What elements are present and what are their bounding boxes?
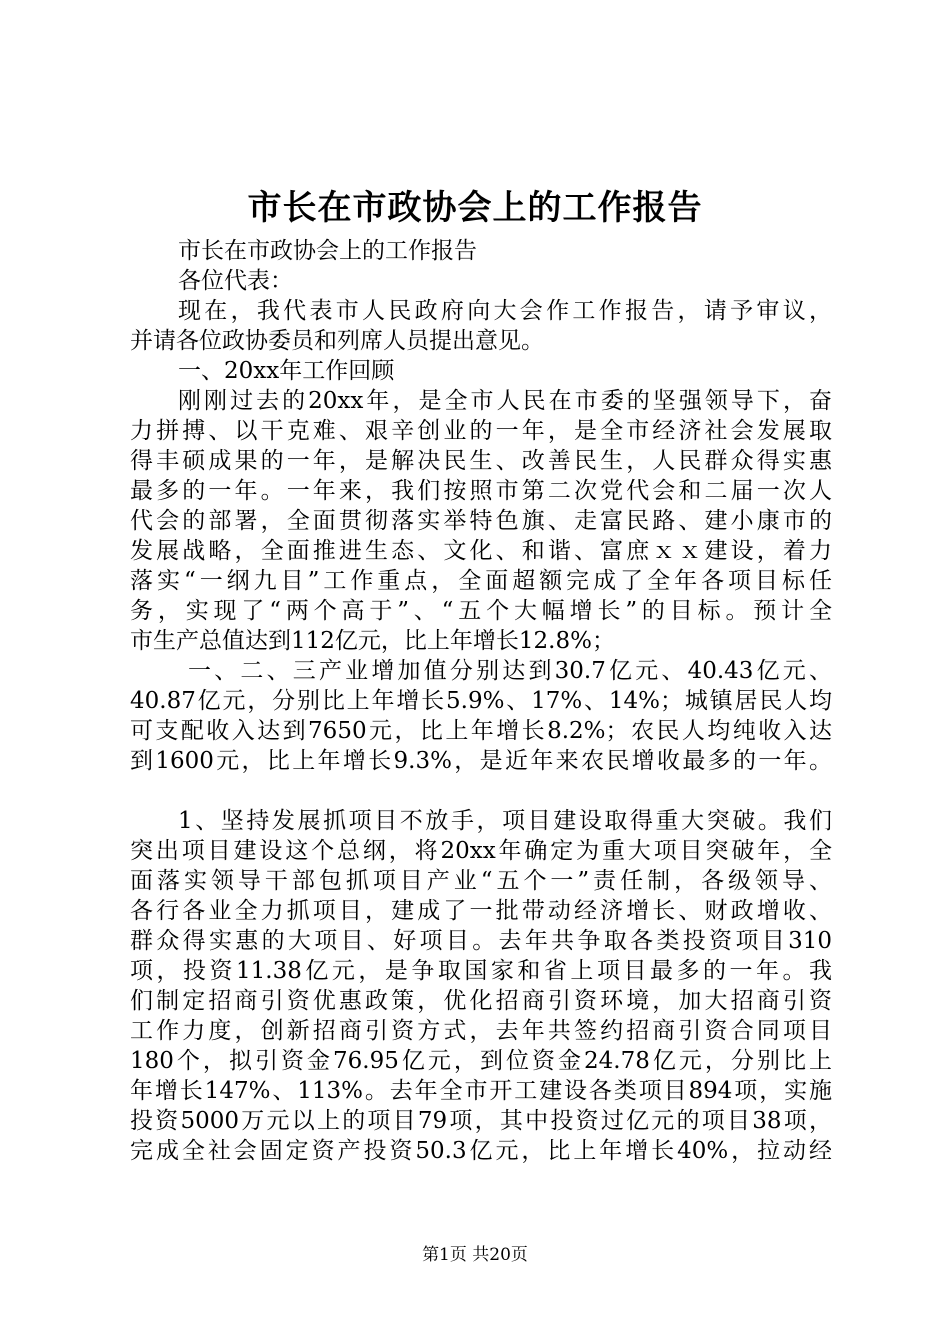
document-body <box>130 236 832 1166</box>
text-line: 40.87亿元，分别比上年增长5.9%、17%、14%；城镇居民人均 <box>130 688 832 714</box>
text-line: 们制定招商引资优惠政策，优化招商引资环境，加大招商引资 <box>130 988 832 1014</box>
text-line: 各位代表： <box>178 268 293 294</box>
page-number-footer: 第1页 共20页 <box>422 1245 528 1265</box>
text-line: 现在，我代表市人民政府向大会作工作报告，请予审议， <box>178 298 832 324</box>
text-line: 得丰硕成果的一年，是解决民生、改善民生，人民群众得实惠 <box>130 448 832 474</box>
text-line: 一、二、三产业增加值分别达到30.7亿元、40.43亿元、 <box>188 658 832 684</box>
text-line: 突出项目建设这个总纲，将20xx年确定为重大项目突破年，全 <box>130 838 832 864</box>
text-line: 工作力度，创新招商引资方式，去年共签约招商引资合同项目 <box>130 1018 832 1044</box>
text-line: 刚刚过去的20xx年，是全市人民在市委的坚强领导下，奋 <box>178 388 832 414</box>
text-line: 市长在市政协会上的工作报告 <box>178 238 477 264</box>
text-line: 发展战略，全面推进生态、文化、和谐、富庶ｘｘ建设，着力 <box>130 538 832 564</box>
text-line: 各行各业全力抓项目，建成了一批带动经济增长、财政增收、 <box>130 898 832 924</box>
text-line: 一、20xx年工作回顾 <box>178 358 395 384</box>
text-line: 项，投资11.38亿元，是争取国家和省上项目最多的一年。我 <box>130 958 832 984</box>
text-line: 市生产总值达到112亿元，比上年增长12.8%； <box>130 628 615 654</box>
text-line: 可支配收入达到7650元，比上年增长8.2%；农民人均纯收入达 <box>130 718 832 744</box>
text-line: 群众得实惠的大项目、好项目。去年共争取各类投资项目310 <box>130 928 832 954</box>
text-line: 投资5000万元以上的项目79项，其中投资过亿元的项目38项， <box>130 1108 832 1134</box>
text-line: 面落实领导干部包抓项目产业“五个一”责任制，各级领导、 <box>130 868 832 894</box>
text-line: 完成全社会固定资产投资50.3亿元，比上年增长40%，拉动经 <box>130 1138 832 1164</box>
text-line: 代会的部署，全面贯彻落实举特色旗、走富民路、建小康市的 <box>130 508 832 534</box>
text-line: 务，实现了“两个高于”、“五个大幅增长”的目标。预计全 <box>130 598 832 624</box>
text-line: 1、坚持发展抓项目不放手，项目建设取得重大突破。我们 <box>178 808 832 834</box>
text-line: 并请各位政协委员和列席人员提出意见。 <box>130 328 544 354</box>
text-line: 落实“一纲九目”工作重点，全面超额完成了全年各项目标任 <box>130 568 832 594</box>
text-line: 力拼搏、以干克难、艰辛创业的一年，是全市经济社会发展取 <box>130 418 832 444</box>
text-line: 180个，拟引资金76.95亿元，到位资金24.78亿元，分别比上 <box>130 1048 832 1074</box>
text-line: 到1600元，比上年增长9.3%，是近年来农民增收最多的一年。 <box>130 748 832 774</box>
document-title: 市长在市政协会上的工作报告 <box>247 188 703 228</box>
blank-line <box>130 776 832 806</box>
text-line: 最多的一年。一年来，我们按照市第二次党代会和二届一次人 <box>130 478 832 504</box>
text-line: 年增长147%、113%。去年全市开工建设各类项目894项，实施 <box>130 1078 832 1104</box>
